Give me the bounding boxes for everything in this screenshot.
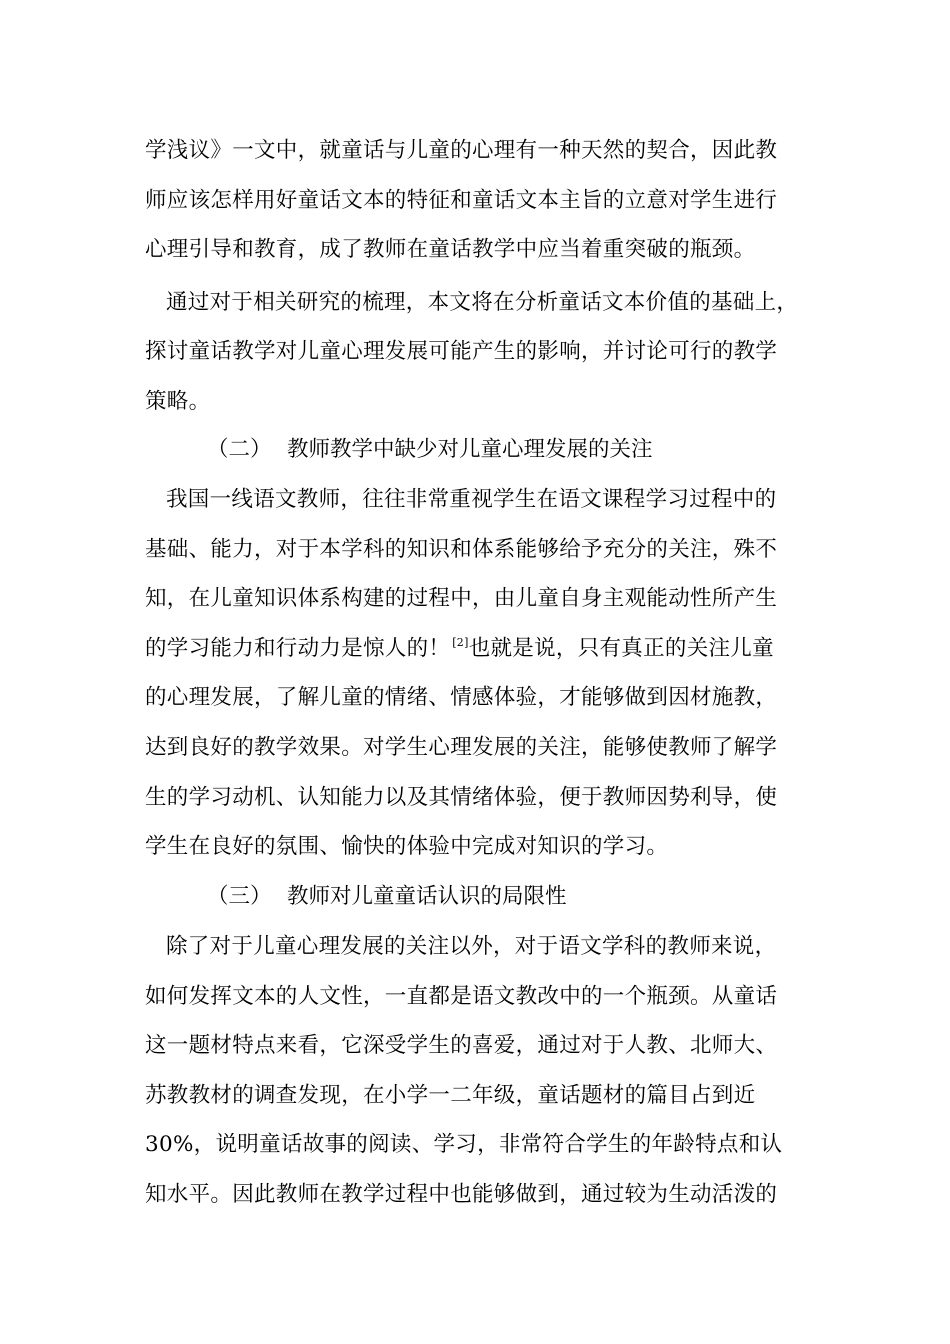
citation-reference: [2] bbox=[452, 636, 469, 649]
text-fragment: 的学习能力和行动力是惊人的！ bbox=[145, 636, 451, 661]
text-fragment: 也就是说，只有真正的关注儿童 bbox=[468, 636, 774, 661]
section-heading bbox=[207, 882, 727, 912]
text-line bbox=[145, 634, 774, 664]
text-line: 我国一线语文教师，往往非常重视学生在语文课程学习过程中的 bbox=[166, 487, 777, 512]
text-line: 30%，说明童话故事的阅读、学习，非常符合学生的年龄特点和认 bbox=[145, 1132, 783, 1157]
text-line: 苏教教材的调查发现，在小学一二年级，童话题材的篇目占到近 bbox=[145, 1083, 756, 1108]
text-line: 知，在儿童知识体系构建的过程中，由儿童自身主观能动性所产生 bbox=[145, 586, 778, 611]
text-line: 知水平。因此教师在教学过程中也能够做到，通过较为生动活泼的 bbox=[145, 1182, 778, 1207]
text-line: 学生在良好的氛围、愉快的体验中完成对知识的学习。 bbox=[145, 834, 669, 859]
text-line: 心理引导和教育，成了教师在童话教学中应当着重突破的瓶颈。 bbox=[145, 237, 756, 262]
section-title: 教师对儿童童话认识的局限性 bbox=[287, 884, 567, 909]
text-line: 基础、能力，对于本学科的知识和体系能够给予充分的关注，殊不 bbox=[145, 537, 778, 562]
text-line: 如何发挥文本的人文性，一直都是语文教改中的一个瓶颈。从童话 bbox=[145, 984, 778, 1009]
section-number: （三） bbox=[207, 884, 272, 909]
text-line: 通过对于相关研究的梳理，本文将在分析童话文本价值的基础上， bbox=[166, 290, 799, 315]
text-line: 这一题材特点来看，它深受学生的喜爱，通过对于人教、北师大、 bbox=[145, 1033, 778, 1058]
section-number: （二） bbox=[207, 437, 272, 462]
section-title: 教师教学中缺少对儿童心理发展的关注 bbox=[287, 437, 653, 462]
text-line: 生的学习动机、认知能力以及其情绪体验，便于教师因势利导，使 bbox=[145, 785, 778, 810]
text-line: 除了对于儿童心理发展的关注以外，对于语文学科的教师来说， bbox=[166, 934, 777, 959]
text-line: 探讨童话教学对儿童心理发展可能产生的影响，并讨论可行的教学 bbox=[145, 339, 778, 364]
section-heading bbox=[207, 435, 727, 465]
text-line: 的心理发展，了解儿童的情绪、情感体验，才能够做到因材施教， bbox=[145, 685, 778, 710]
text-line: 师应该怎样用好童话文本的特征和童话文本主旨的立意对学生进行 bbox=[145, 188, 778, 213]
text-line: 学浅议》一文中，就童话与儿童的心理有一种天然的契合，因此教 bbox=[145, 138, 778, 163]
text-line: 达到良好的教学效果。对学生心理发展的关注，能够使教师了解学 bbox=[145, 735, 778, 760]
text-line: 策略。 bbox=[145, 389, 211, 414]
